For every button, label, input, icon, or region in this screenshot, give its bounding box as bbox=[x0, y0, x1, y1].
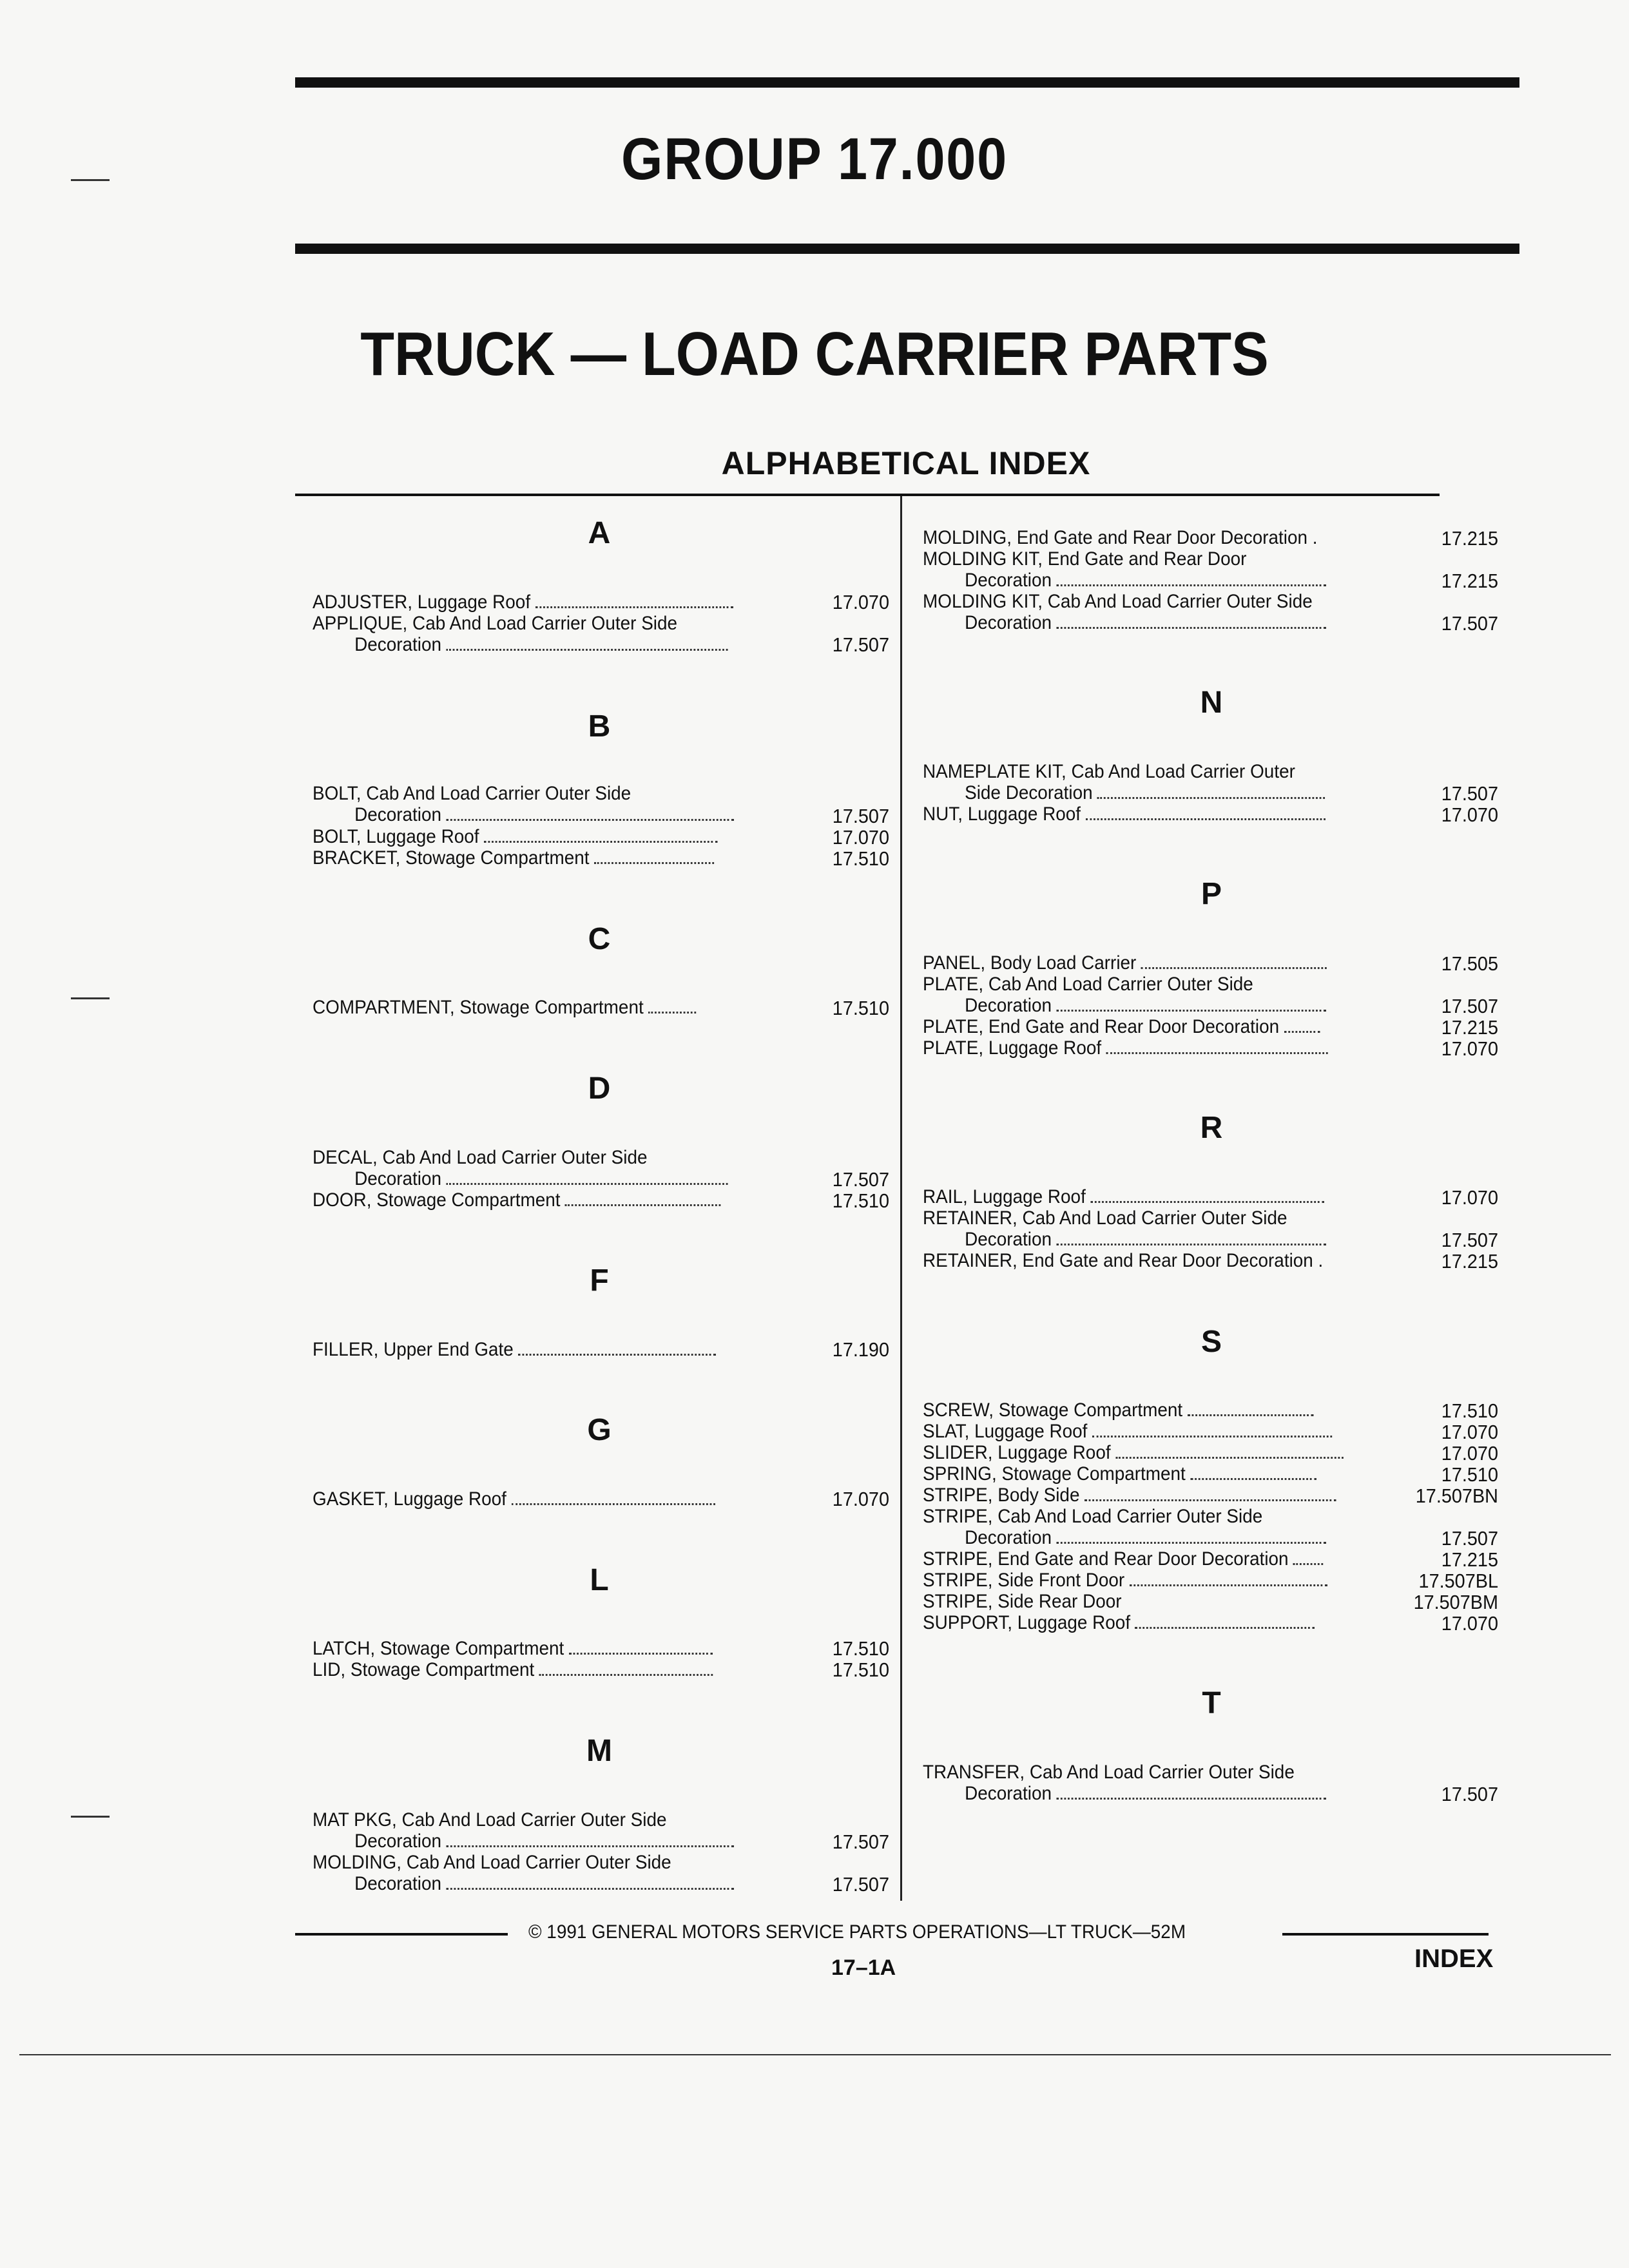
section-letter: N bbox=[1200, 686, 1223, 720]
section-number: 17.215 bbox=[1441, 527, 1498, 550]
section-number: 17.507 bbox=[832, 1873, 889, 1896]
index-entry: RAIL, Luggage Roof bbox=[923, 1186, 1327, 1207]
index-entry: STRIPE, Side Front Door bbox=[923, 1570, 1329, 1591]
index-rule bbox=[295, 494, 1440, 496]
index-entry: BOLT, Luggage Roof bbox=[313, 826, 720, 847]
section-number: 17.507 bbox=[832, 1831, 889, 1853]
index-entry: STRIPE, Side Rear Door bbox=[923, 1591, 1122, 1612]
section-letter: A bbox=[588, 516, 611, 550]
index-entry: PLATE, End Gate and Rear Door Decoration bbox=[923, 1016, 1322, 1037]
index-entry: MOLDING, End Gate and Rear Door Decoration . bbox=[923, 527, 1318, 548]
index-entry: STRIPE, End Gate and Rear Door Decoration bbox=[923, 1548, 1325, 1570]
section-number: 17.507BM bbox=[1413, 1591, 1498, 1613]
scan-mark bbox=[71, 1816, 110, 1818]
section-number: 17.510 bbox=[1441, 1399, 1498, 1422]
index-entry: MOLDING KIT, Cab And Load Carrier Outer Side Decoration bbox=[923, 591, 1329, 633]
section-letter: G bbox=[587, 1413, 612, 1447]
index-entry: SPRING, Stowage Compartment bbox=[923, 1463, 1318, 1485]
index-entry: RETAINER, Cab And Load Carrier Outer Side Decoration bbox=[923, 1207, 1329, 1250]
section-letter: S bbox=[1200, 1325, 1222, 1359]
index-entry: MOLDING KIT, End Gate and Rear Door Decoration bbox=[923, 548, 1329, 591]
section-number: 17.215 bbox=[1441, 1250, 1498, 1273]
scan-mark bbox=[71, 179, 110, 181]
section-number: 17.070 bbox=[1441, 803, 1498, 826]
section-number: 17.507 bbox=[1441, 1229, 1498, 1251]
column-divider bbox=[900, 496, 902, 1901]
index-entry: SLAT, Luggage Roof bbox=[923, 1421, 1335, 1442]
section-letter: R bbox=[1200, 1111, 1223, 1145]
section-number: 17.215 bbox=[1441, 570, 1498, 592]
index-entry: PANEL, Body Load Carrier bbox=[923, 952, 1329, 974]
section-letter: F bbox=[590, 1264, 609, 1298]
index-entry: FILLER, Upper End Gate bbox=[313, 1339, 718, 1360]
index-entry: TRANSFER, Cab And Load Carrier Outer Side Decoration bbox=[923, 1762, 1329, 1804]
index-entry: PLATE, Luggage Roof bbox=[923, 1037, 1330, 1059]
section-number: 17.215 bbox=[1441, 1016, 1498, 1039]
section-letter: T bbox=[1202, 1686, 1221, 1720]
section-number: 17.070 bbox=[1441, 1442, 1498, 1465]
copyright-line: © 1991 GENERAL MOTORS SERVICE PARTS OPERATIONS—LT TRUCK—52M bbox=[528, 1921, 1186, 1943]
index-entry: APPLIQUE, Cab And Load Carrier Outer Side Decoration bbox=[313, 613, 730, 655]
index-entry: ADJUSTER, Luggage Roof bbox=[313, 591, 735, 613]
section-number: 17.070 bbox=[1441, 1037, 1498, 1060]
index-entry: BOLT, Cab And Load Carrier Outer Side Decoration bbox=[313, 783, 737, 825]
section-letter: P bbox=[1200, 877, 1222, 911]
section-number: 17.507 bbox=[832, 633, 889, 656]
index-entry: MOLDING, Cab And Load Carrier Outer Side Decoration bbox=[313, 1852, 737, 1894]
section-number: 17.507 bbox=[1441, 1527, 1498, 1550]
section-number: 17.507BN bbox=[1415, 1485, 1498, 1507]
section-number: 17.507 bbox=[832, 805, 889, 827]
section-number: 17.507 bbox=[1441, 1783, 1498, 1805]
index-entry: DOOR, Stowage Compartment bbox=[313, 1189, 724, 1211]
index-entry: SLIDER, Luggage Roof bbox=[923, 1442, 1345, 1463]
section-number: 17.505 bbox=[1441, 952, 1498, 975]
section-number: 17.510 bbox=[832, 1658, 889, 1681]
scan-edge-line bbox=[19, 2054, 1611, 2055]
section-number: 17.507 bbox=[1441, 612, 1498, 635]
top-rule bbox=[295, 77, 1519, 88]
section-number: 17.070 bbox=[832, 1488, 889, 1510]
section-letter: L bbox=[590, 1563, 609, 1597]
index-entry: SUPPORT, Luggage Roof bbox=[923, 1612, 1317, 1633]
index-entry: PLATE, Cab And Load Carrier Outer Side Decoration bbox=[923, 974, 1329, 1016]
index-entry: MAT PKG, Cab And Load Carrier Outer Side Decoration bbox=[313, 1809, 737, 1852]
scan-mark bbox=[71, 997, 110, 999]
footer-rule-right bbox=[1282, 1933, 1489, 1936]
section-number: 17.510 bbox=[832, 1637, 889, 1660]
section-number: 17.510 bbox=[832, 997, 889, 1019]
section-number: 17.070 bbox=[1441, 1421, 1498, 1443]
index-entry: BRACKET, Stowage Compartment bbox=[313, 847, 717, 869]
section-number: 17.190 bbox=[832, 1338, 889, 1361]
section-letter: B bbox=[588, 709, 611, 744]
section-number: 17.510 bbox=[832, 847, 889, 870]
section-number: 17.507 bbox=[832, 1168, 889, 1191]
index-entry: DECAL, Cab And Load Carrier Outer Side Decoration bbox=[313, 1147, 730, 1189]
section-number: 17.510 bbox=[1441, 1463, 1498, 1486]
index-entry: STRIPE, Body Side bbox=[923, 1485, 1338, 1506]
section-number: 17.070 bbox=[832, 591, 889, 613]
section-letter: D bbox=[588, 1072, 611, 1106]
index-entry: LID, Stowage Compartment bbox=[313, 1659, 715, 1680]
section-number: 17.507 bbox=[1441, 995, 1498, 1017]
section-number: 17.070 bbox=[1441, 1186, 1498, 1209]
section-number: 17.070 bbox=[832, 826, 889, 849]
section-number: 17.507BL bbox=[1418, 1570, 1498, 1592]
section-number: 17.507 bbox=[1441, 782, 1498, 805]
second-rule bbox=[295, 244, 1519, 254]
index-entry: GASKET, Luggage Roof bbox=[313, 1488, 717, 1510]
section-letter: M bbox=[586, 1734, 612, 1768]
index-label: INDEX bbox=[1414, 1945, 1494, 1973]
index-entry: NAMEPLATE KIT, Cab And Load Carrier Outer Side Decoration bbox=[923, 761, 1327, 803]
section-number: 17.070 bbox=[1441, 1612, 1498, 1635]
page-title: TRUCK — LOAD CARRIER PARTS bbox=[360, 320, 1269, 389]
footer-rule-left bbox=[295, 1933, 508, 1936]
index-entry: NUT, Luggage Roof bbox=[923, 803, 1327, 825]
section-letter: C bbox=[588, 922, 611, 956]
section-number: 17.215 bbox=[1441, 1548, 1498, 1571]
group-title: GROUP 17.000 bbox=[621, 126, 1008, 192]
index-entry: SCREW, Stowage Compartment bbox=[923, 1399, 1316, 1421]
index-entry: RETAINER, End Gate and Rear Door Decoration . bbox=[923, 1250, 1324, 1271]
index-entry: COMPARTMENT, Stowage Compartment bbox=[313, 997, 699, 1018]
index-entry: LATCH, Stowage Compartment bbox=[313, 1638, 715, 1659]
section-number: 17.510 bbox=[832, 1189, 889, 1212]
index-entry: STRIPE, Cab And Load Carrier Outer Side Decoration bbox=[923, 1506, 1329, 1548]
index-title: ALPHABETICAL INDEX bbox=[721, 445, 1091, 481]
page-number: 17–1A bbox=[831, 1956, 896, 1980]
